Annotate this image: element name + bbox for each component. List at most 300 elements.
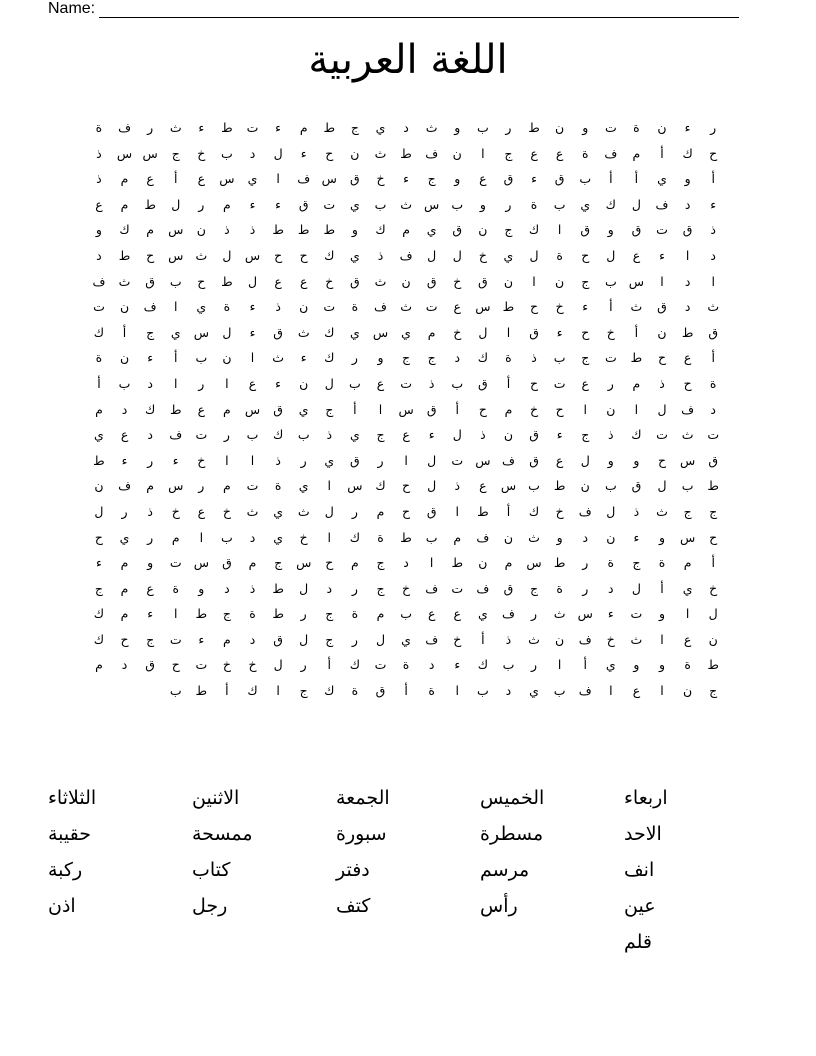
- grid-letter: ب: [451, 196, 464, 212]
- grid-letter: ح: [171, 657, 180, 673]
- grid-letter: ق: [529, 452, 539, 468]
- grid-letter: س: [296, 555, 312, 571]
- grid-letter: ي: [529, 683, 539, 699]
- grid-letter: ق: [375, 683, 386, 699]
- grid-letter: ر: [223, 427, 230, 443]
- grid-letter: م: [632, 145, 641, 161]
- grid-letter: خ: [171, 503, 180, 519]
- grid-letter: ا: [660, 683, 664, 699]
- grid-letter: د: [710, 247, 716, 263]
- word-list-item: عين: [624, 895, 656, 917]
- grid-letter: ل: [452, 427, 462, 443]
- grid-letter: ب: [553, 350, 566, 366]
- word-list-cell: [624, 780, 768, 816]
- grid-letter: م: [376, 606, 385, 622]
- grid-letter: د: [684, 273, 691, 289]
- grid-letter: ث: [272, 350, 284, 366]
- grid-letter: ل: [324, 503, 334, 519]
- grid-letter: ف: [143, 299, 157, 315]
- grid-letter: ب: [374, 196, 387, 212]
- grid-letter: ث: [374, 273, 387, 289]
- grid-letter: و: [658, 606, 666, 622]
- grid-letter: ع: [581, 375, 589, 391]
- grid-letter: ا: [532, 273, 536, 289]
- grid-letter: م: [351, 555, 359, 571]
- grid-letter: ح: [709, 529, 718, 545]
- grid-letter: ء: [275, 196, 282, 212]
- grid-letter: ث: [528, 631, 540, 647]
- grid-letter: ج: [402, 350, 411, 366]
- grid-letter: ة: [556, 580, 563, 596]
- word-list-cell: [624, 924, 768, 960]
- grid-letter: ت: [451, 452, 464, 468]
- grid-letter: ع: [299, 273, 308, 289]
- grid-letter: ي: [349, 324, 360, 340]
- grid-letter: ع: [120, 427, 129, 443]
- grid-letter: م: [95, 401, 103, 417]
- grid-letter: س: [372, 324, 389, 340]
- grid-letter: ك: [375, 222, 386, 238]
- grid-letter: ت: [656, 427, 668, 443]
- grid-letter: ي: [324, 452, 335, 468]
- grid-letter: ق: [503, 580, 514, 596]
- grid-letter: ل: [708, 606, 718, 622]
- grid-letter: ا: [276, 683, 280, 699]
- grid-letter: و: [607, 452, 614, 468]
- grid-letter: ي: [477, 606, 488, 622]
- grid-letter: ر: [582, 555, 589, 571]
- grid-letter: و: [582, 120, 589, 135]
- grid-letter: ف: [578, 503, 592, 519]
- grid-letter: ب: [553, 683, 566, 699]
- word-list-item: اربعاء: [624, 787, 668, 809]
- grid-letter: ف: [169, 427, 183, 443]
- grid-letter: ت: [630, 606, 643, 622]
- grid-letter: ج: [581, 350, 590, 366]
- grid-letter: ة: [428, 683, 435, 699]
- grid-letter: أ: [609, 171, 613, 187]
- grid-letter: أ: [327, 657, 332, 673]
- grid-letter: ء: [531, 171, 537, 187]
- grid-letter: و: [454, 171, 461, 187]
- grid-letter: ة: [95, 350, 103, 366]
- grid-letter: ء: [684, 120, 691, 135]
- grid-letter: ج: [427, 171, 436, 187]
- grid-letter: م: [402, 222, 410, 238]
- grid-letter: ع: [197, 401, 206, 417]
- grid-letter: ذ: [147, 503, 153, 519]
- grid-letter: ل: [606, 247, 616, 263]
- grid-letter: ة: [709, 375, 717, 391]
- grid-letter: ت: [400, 375, 412, 391]
- grid-letter: ة: [607, 555, 615, 571]
- grid-letter: د: [403, 120, 409, 135]
- grid-letter: ط: [707, 657, 719, 673]
- grid-letter: ع: [453, 606, 461, 622]
- grid-letter: ت: [656, 222, 668, 238]
- grid-letter: م: [223, 401, 231, 417]
- grid-letter: ط: [553, 478, 566, 494]
- grid-letter: ا: [173, 606, 178, 622]
- grid-letter: ا: [250, 350, 255, 366]
- grid-letter: ج: [325, 606, 334, 622]
- grid-letter: ق: [478, 273, 488, 289]
- grid-letter: ن: [478, 222, 488, 238]
- grid-letter: ل: [273, 145, 283, 161]
- grid-letter: ق: [273, 324, 283, 340]
- grid-letter: ب: [195, 350, 208, 366]
- grid-letter: خ: [453, 324, 462, 340]
- word-list-cell: [192, 816, 336, 852]
- grid-letter: ء: [121, 452, 128, 468]
- grid-letter: أ: [225, 683, 229, 699]
- grid-letter: ط: [553, 555, 566, 571]
- grid-letter: ب: [451, 375, 464, 391]
- grid-letter: ل: [247, 273, 258, 289]
- grid-letter: ك: [605, 196, 616, 212]
- grid-letter: ث: [630, 299, 643, 315]
- grid-letter: خ: [606, 631, 615, 647]
- grid-letter: س: [347, 478, 363, 494]
- grid-letter: ل: [657, 478, 667, 494]
- grid-letter: ط: [272, 222, 284, 238]
- grid-letter: ط: [144, 196, 156, 212]
- grid-letter: خ: [555, 503, 564, 519]
- grid-letter: ج: [427, 350, 436, 366]
- grid-letter: ط: [630, 350, 643, 366]
- grid-letter: خ: [197, 452, 206, 468]
- grid-letter: ج: [146, 324, 155, 340]
- grid-letter: ب: [246, 427, 259, 443]
- grid-letter: ء: [633, 529, 640, 545]
- grid-letter: ن: [555, 273, 565, 289]
- grid-letter: ح: [657, 350, 667, 366]
- grid-letter: ج: [581, 273, 590, 289]
- grid-letter: ك: [528, 222, 540, 238]
- word-list-cell: [480, 852, 624, 888]
- grid-letter: ط: [272, 606, 284, 622]
- grid-letter: ل: [580, 452, 590, 468]
- grid-letter: ذ: [224, 222, 230, 238]
- grid-letter: س: [321, 171, 337, 187]
- grid-letter: ة: [530, 196, 538, 212]
- grid-letter: خ: [402, 580, 411, 596]
- name-field-row: [48, 0, 739, 18]
- grid-letter: ح: [581, 324, 590, 340]
- grid-letter: ن: [503, 427, 514, 443]
- page-title: اللغة العربية: [308, 37, 508, 83]
- grid-letter: ق: [708, 452, 719, 468]
- grid-letter: ح: [325, 555, 334, 571]
- grid-letter: ب: [476, 683, 489, 699]
- grid-letter: ا: [685, 247, 690, 263]
- grid-letter: ح: [299, 247, 308, 263]
- grid-letter: أ: [711, 350, 715, 366]
- grid-letter: ت: [323, 299, 336, 315]
- grid-letter: ن: [555, 631, 565, 647]
- word-list-item: الخميس: [480, 787, 545, 809]
- word-list-cell: [48, 852, 192, 888]
- grid-letter: ج: [325, 401, 334, 417]
- grid-letter: ي: [682, 580, 693, 596]
- grid-letter: ع: [376, 375, 385, 391]
- grid-letter: ء: [300, 145, 307, 161]
- grid-letter: ن: [119, 350, 130, 366]
- word-list-item: كتاب: [192, 859, 231, 881]
- word-list-cell: [336, 852, 480, 888]
- grid-letter: س: [244, 247, 261, 263]
- grid-letter: ر: [351, 580, 358, 596]
- grid-letter: ث: [400, 299, 412, 315]
- grid-letter: ا: [276, 171, 280, 187]
- grid-letter: ي: [401, 324, 411, 340]
- grid-letter: ج: [94, 580, 103, 596]
- grid-letter: د: [249, 631, 256, 647]
- grid-letter: ء: [147, 350, 154, 366]
- grid-letter: ة: [658, 555, 666, 571]
- grid-letter: ب: [553, 196, 566, 212]
- word-list-cell: [336, 780, 480, 816]
- grid-letter: ط: [323, 222, 336, 238]
- grid-letter: م: [120, 580, 129, 596]
- word-list-cell: [624, 888, 768, 924]
- grid-letter: ء: [198, 120, 205, 135]
- grid-letter: أ: [404, 683, 408, 699]
- grid-letter: ل: [452, 247, 462, 263]
- grid-letter: ل: [606, 503, 616, 519]
- grid-letter: ي: [298, 478, 309, 494]
- grid-letter: ك: [324, 350, 335, 366]
- grid-letter: ر: [198, 196, 205, 212]
- grid-letter: ك: [272, 427, 284, 443]
- grid-letter: ج: [376, 555, 385, 571]
- grid-letter: ة: [351, 606, 359, 622]
- grid-letter: ع: [402, 427, 410, 443]
- grid-letter: ا: [557, 222, 562, 238]
- grid-letter: أ: [660, 145, 664, 161]
- grid-letter: س: [679, 529, 696, 545]
- grid-letter: ت: [195, 427, 208, 443]
- grid-letter: ب: [169, 273, 182, 289]
- grid-letter: و: [607, 222, 614, 238]
- grid-letter: ت: [707, 427, 720, 443]
- grid-letter: ف: [425, 580, 439, 596]
- grid-letter: ي: [298, 401, 309, 417]
- grid-letter: د: [684, 299, 691, 315]
- grid-letter: د: [428, 657, 435, 673]
- grid-letter: ث: [528, 529, 540, 545]
- grid-letter: و: [684, 171, 691, 187]
- grid-letter: ا: [455, 683, 459, 699]
- grid-letter: ق: [529, 324, 539, 340]
- grid-letter: م: [683, 555, 692, 571]
- grid-letter: ة: [249, 606, 256, 622]
- word-list-item: الاحد: [624, 823, 662, 845]
- grid-letter: ف: [476, 580, 490, 596]
- grid-letter: أ: [711, 555, 715, 571]
- grid-letter: خ: [197, 145, 206, 161]
- grid-letter: ي: [273, 503, 283, 519]
- grid-letter: ع: [427, 606, 436, 622]
- grid-letter: ك: [93, 631, 105, 647]
- word-list-cell: [48, 780, 192, 816]
- grid-letter: ا: [173, 375, 178, 391]
- grid-letter: س: [168, 222, 184, 238]
- grid-letter: ج: [504, 145, 513, 161]
- grid-letter: ق: [222, 555, 232, 571]
- grid-letter: ر: [531, 606, 538, 622]
- grid-letter: ء: [556, 324, 563, 340]
- grid-letter: ة: [351, 299, 359, 315]
- grid-letter: ط: [707, 478, 719, 494]
- grid-letter: ي: [580, 196, 591, 212]
- grid-letter: ا: [609, 683, 613, 699]
- word-list-item: الاثنين: [192, 787, 240, 809]
- grid-letter: ط: [528, 120, 540, 135]
- grid-letter: خ: [376, 171, 385, 187]
- grid-letter: ل: [299, 631, 309, 647]
- grid-letter: ا: [250, 452, 255, 468]
- grid-letter: ع: [146, 171, 154, 187]
- grid-letter: ك: [247, 683, 258, 699]
- grid-letter: د: [121, 401, 128, 417]
- grid-letter: ل: [324, 375, 334, 391]
- grid-letter: ء: [172, 452, 179, 468]
- grid-letter: و: [454, 120, 461, 135]
- grid-letter: خ: [709, 580, 718, 596]
- grid-letter: ق: [708, 324, 719, 340]
- grid-letter: ج: [274, 555, 283, 571]
- grid-letter: ث: [400, 196, 412, 212]
- grid-letter: ذ: [531, 350, 537, 366]
- grid-letter: ق: [631, 478, 642, 494]
- grid-letter: ء: [198, 631, 205, 647]
- grid-letter: د: [224, 580, 230, 596]
- grid-letter: م: [171, 529, 180, 545]
- grid-letter: ل: [171, 196, 181, 212]
- grid-letter: و: [377, 350, 384, 366]
- grid-letter: ط: [502, 299, 515, 315]
- letter-grid: [86, 115, 726, 704]
- grid-letter: ن: [299, 299, 309, 315]
- grid-letter: ي: [349, 247, 360, 263]
- grid-letter: ل: [222, 247, 232, 263]
- grid-letter: م: [223, 478, 231, 494]
- grid-letter: ن: [606, 401, 616, 417]
- grid-letter: ت: [323, 196, 336, 212]
- grid-letter: ذ: [710, 222, 716, 238]
- grid-letter: ب: [476, 120, 489, 135]
- grid-letter: خ: [478, 247, 487, 263]
- grid-letter: ك: [144, 401, 156, 417]
- grid-letter: ج: [709, 503, 718, 519]
- word-list-item: ممسحة: [192, 823, 253, 845]
- grid-letter: م: [504, 555, 513, 571]
- grid-letter: ي: [196, 299, 207, 315]
- grid-letter: ت: [553, 375, 566, 391]
- grid-letter: ر: [147, 120, 154, 135]
- grid-letter: ن: [606, 529, 616, 545]
- grid-letter: ف: [578, 631, 592, 647]
- grid-letter: ف: [425, 631, 439, 647]
- grid-letter: ق: [145, 273, 155, 289]
- grid-letter: ف: [374, 299, 387, 315]
- grid-letter: ج: [581, 427, 590, 443]
- grid-letter: ء: [249, 196, 256, 212]
- grid-letter: ق: [554, 171, 565, 187]
- grid-letter: خ: [248, 657, 257, 673]
- grid-letter: ح: [478, 401, 487, 417]
- grid-letter: ط: [195, 683, 208, 699]
- grid-letter: ي: [119, 529, 130, 545]
- grid-letter: ن: [452, 145, 462, 161]
- grid-letter: ذ: [377, 247, 384, 263]
- word-list-item: انف: [624, 859, 655, 881]
- grid-letter: ق: [426, 401, 437, 417]
- grid-letter: س: [628, 273, 645, 289]
- word-list-item: الجمعة: [336, 787, 390, 809]
- grid-letter: ث: [118, 273, 131, 289]
- grid-letter: س: [219, 171, 235, 187]
- grid-letter: م: [120, 606, 129, 622]
- grid-letter: ث: [297, 324, 310, 340]
- grid-letter: ت: [451, 580, 464, 596]
- grid-letter: ح: [402, 503, 411, 519]
- grid-letter: ذ: [275, 452, 281, 468]
- grid-letter: ي: [170, 324, 181, 340]
- grid-letter: ء: [607, 606, 614, 622]
- word-list-item: رجل: [192, 895, 228, 917]
- grid-letter: ل: [222, 324, 232, 340]
- word-list-cell: [624, 816, 768, 852]
- grid-letter: ط: [272, 580, 284, 596]
- grid-letter: أ: [481, 631, 485, 647]
- grid-letter: ة: [505, 350, 512, 366]
- grid-letter: ح: [325, 145, 334, 161]
- grid-letter: س: [679, 452, 696, 468]
- grid-letter: ة: [556, 247, 563, 263]
- grid-letter: خ: [606, 324, 615, 340]
- grid-letter: د: [582, 529, 589, 545]
- grid-letter: ت: [246, 120, 259, 135]
- grid-letter: ث: [553, 606, 566, 622]
- grid-letter: س: [116, 145, 133, 161]
- grid-letter: ح: [709, 145, 718, 161]
- grid-letter: ق: [426, 503, 437, 519]
- name-line: [99, 1, 739, 18]
- grid-letter: ا: [173, 299, 178, 315]
- grid-letter: ل: [94, 503, 104, 519]
- grid-letter: د: [403, 555, 409, 571]
- grid-letter: ث: [425, 120, 438, 135]
- grid-letter: ق: [631, 222, 642, 238]
- grid-letter: ك: [93, 324, 105, 340]
- grid-letter: ا: [429, 555, 434, 571]
- grid-letter: ت: [374, 657, 387, 673]
- grid-letter: ر: [505, 120, 512, 135]
- grid-letter: ل: [427, 452, 437, 468]
- grid-letter: أ: [455, 401, 459, 417]
- grid-letter: خ: [222, 503, 231, 519]
- word-list-cell: [480, 888, 624, 924]
- grid-letter: ف: [604, 145, 618, 161]
- grid-letter: ت: [604, 350, 617, 366]
- grid-letter: م: [632, 375, 641, 391]
- grid-letter: ة: [402, 657, 410, 673]
- grid-letter: ة: [633, 120, 640, 135]
- grid-letter: ب: [221, 529, 233, 545]
- grid-letter: ء: [454, 657, 461, 673]
